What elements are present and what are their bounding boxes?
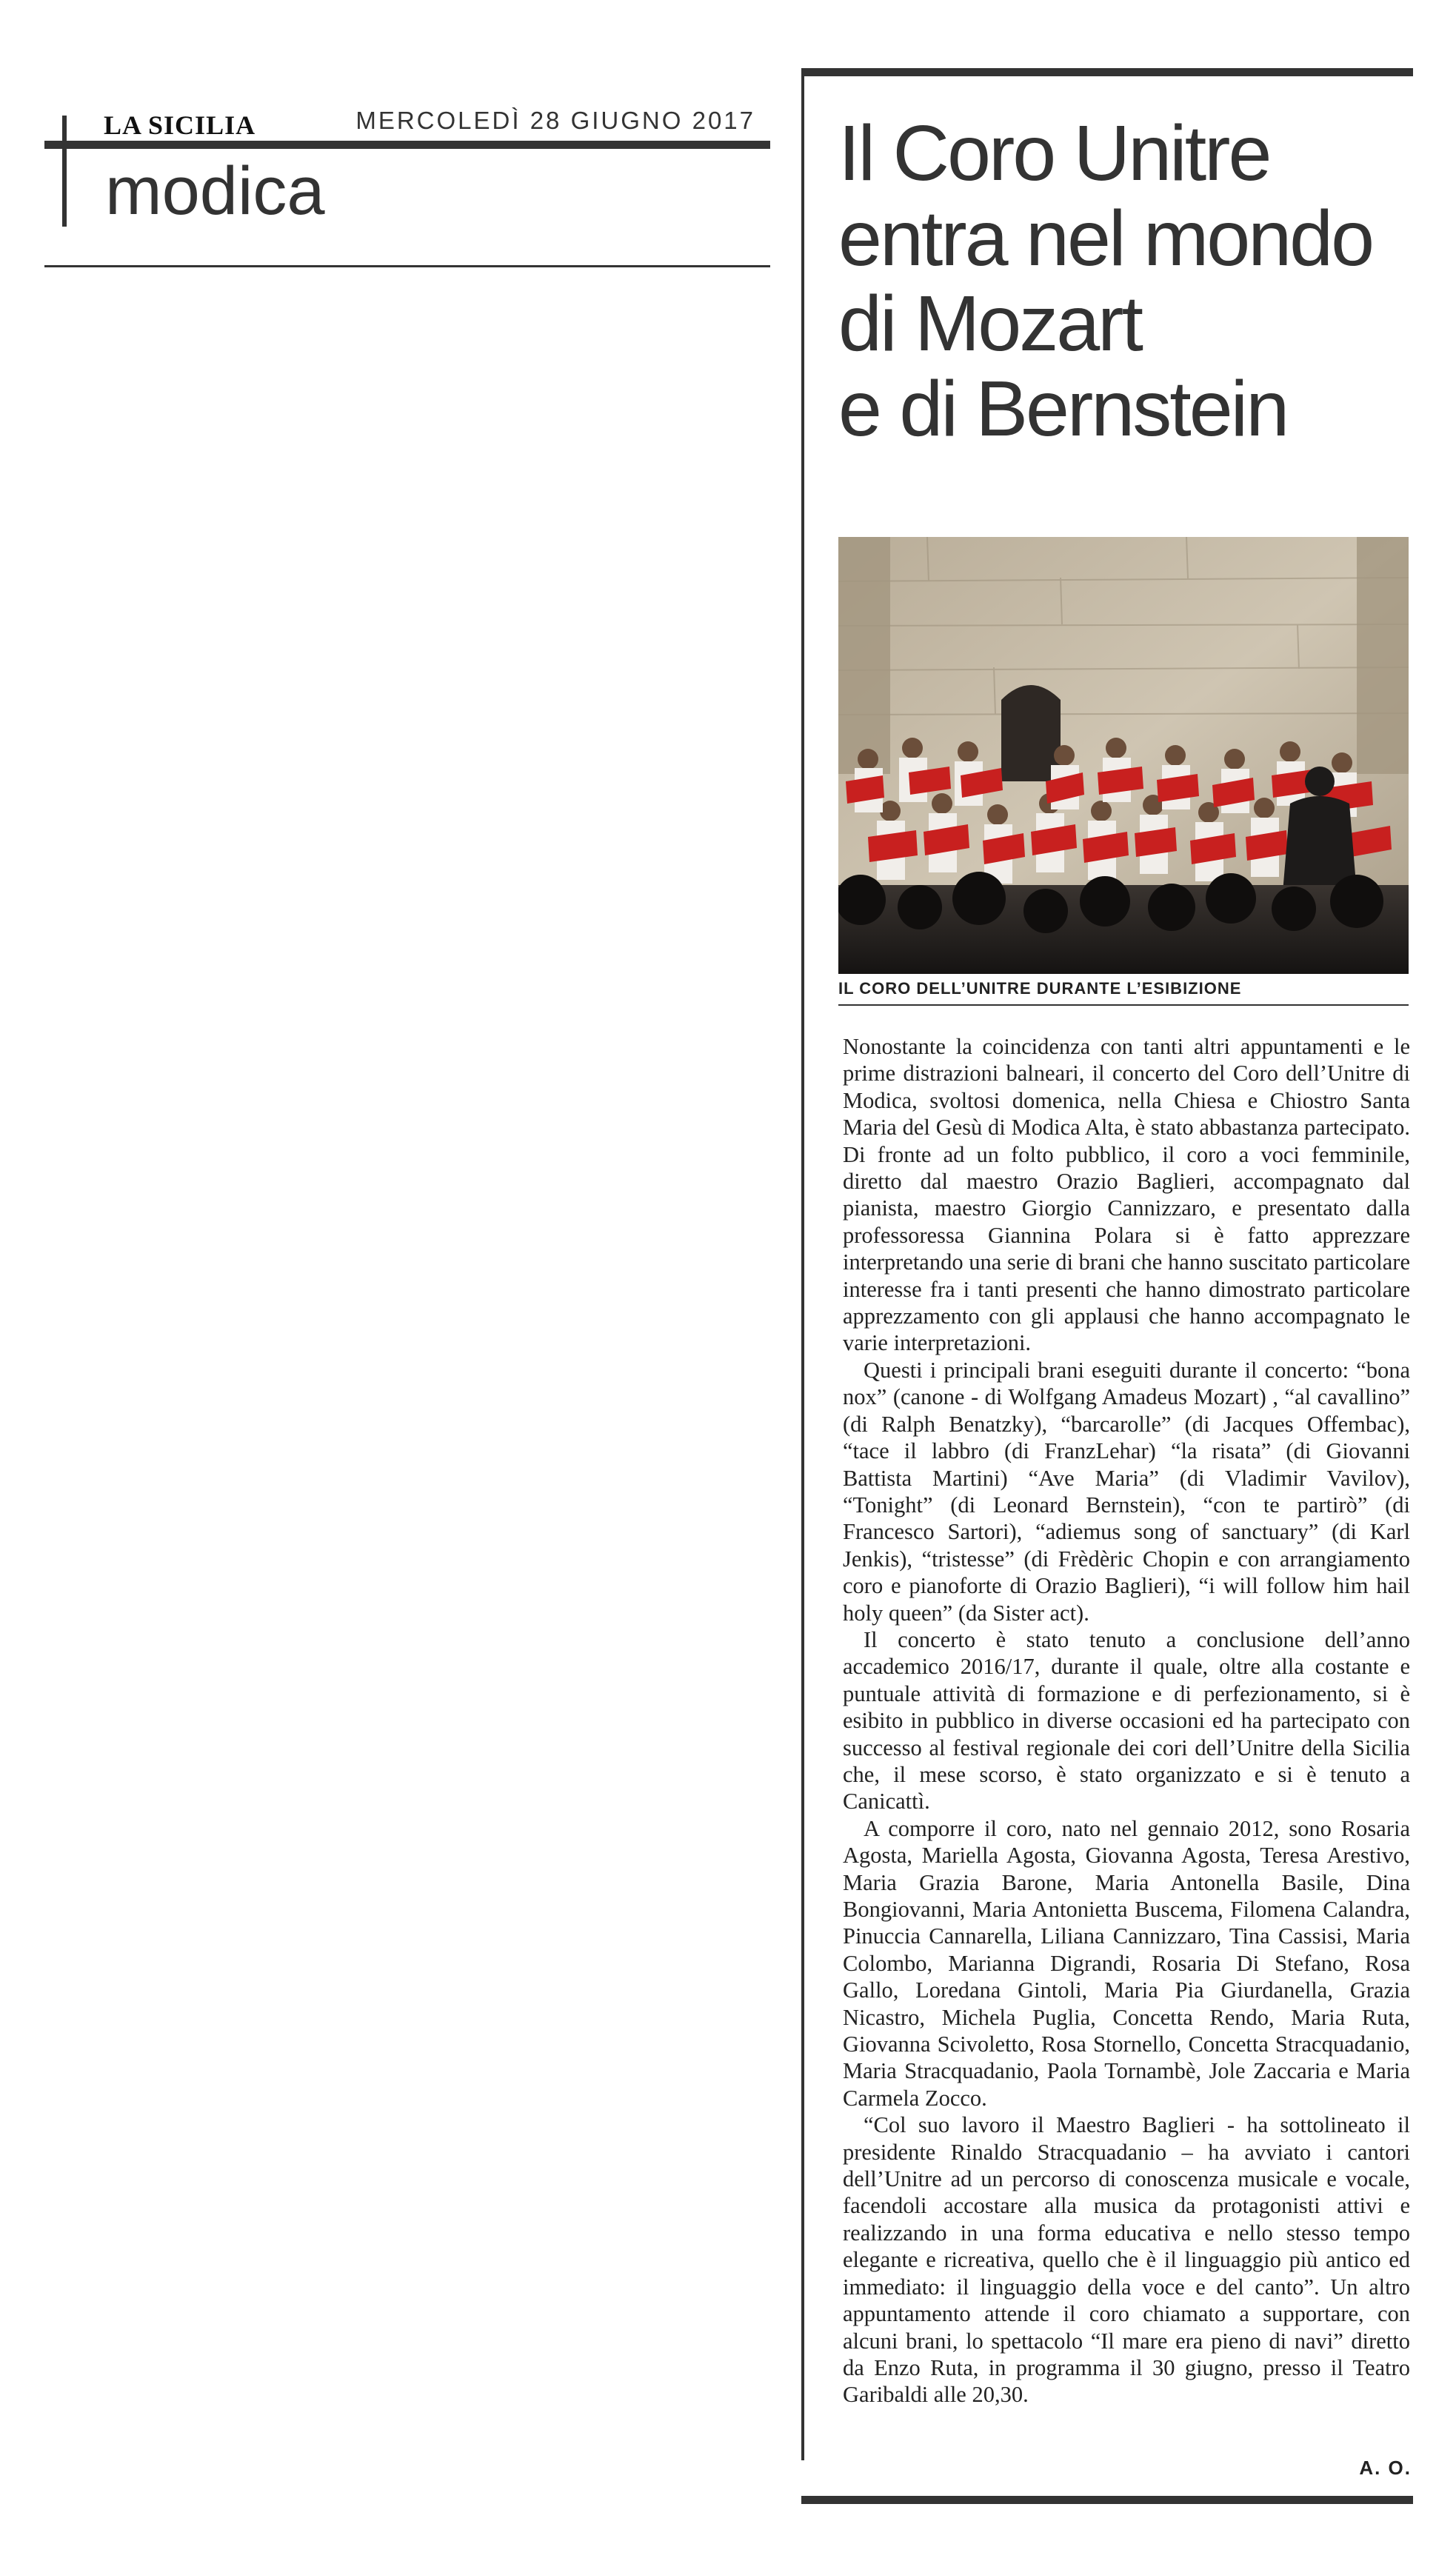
header-top-rule bbox=[44, 141, 770, 149]
choir-photo bbox=[838, 537, 1409, 974]
article-paragraph: Il concerto è stato tenuto a conclusione dell’anno accademico 2016/17, durante il quale, oltre alla costante e puntuale attività di formazione e di perfezionamento, si è esibito in pubblico in diverse occasioni ed ha partecipato con successo al festival regionale dei cori dell’Unitre della Sicilia che, il mese scorso, è stato organizzato e si è tenuto a Canicattì. bbox=[843, 1626, 1410, 1815]
article-paragraph: Questi i principali brani eseguiti durante il concerto: “bona nox” (canone - di Wolfgang Amadeus Mozart) , “al cavallino” (di Ralph Benatzky), “barcarolle” (di Jacques Offembac), “tace il labbro (di FranzLehar) “la risata” (di Giovanni Battista Martini) “Ave Maria” (di Vladimir Vavilov), “Tonight” (di Leonard Bernstein), “con te partirò” (di Francesco Sartori), “adiemus song of sanctuary” (di Karl Jenkis), “tristesse” (di Frèdèric Chopin e con arrangiamento coro e pianoforte di Orazio Baglieri), “i will follow him hail holy queen” (da Sister act). bbox=[843, 1357, 1410, 1626]
headline-line: Il Coro Unitre bbox=[838, 110, 1270, 197]
header-vertical-rule bbox=[62, 116, 67, 227]
header-bottom-rule bbox=[44, 265, 770, 267]
headline-line: e di Bernstein bbox=[838, 365, 1288, 453]
headline-line: di Mozart bbox=[838, 280, 1141, 367]
headline-line: entra nel mondo bbox=[838, 195, 1373, 282]
article-paragraph: “Col suo lavoro il Maestro Baglieri - ha sottolineato il presidente Rinaldo Stracquadanio – ha avviato i cantori dell’Unitre ad un percorso di conoscenza musicale e vocale, facendoli accostare alla musica da protagonisti attivi e realizzando in una forma educativa e nello stesso tempo elegante e ricreativa, quello che è il linguaggio più antico ed immediato: il linguaggio della voce e del canto”. Un altro appuntamento attende il coro chiamato a supportare, con alcuni brani, lo spettacolo “Il mare era pieno di navi” diretto da Enzo Ruta, in programma il 30 giugno, presso il Teatro Garibaldi alle 20,30. bbox=[843, 2112, 1410, 2408]
article-body bbox=[843, 1033, 1410, 2408]
author-signature: A. O. bbox=[1359, 2457, 1412, 2479]
article-left-rule bbox=[801, 68, 804, 2460]
newspaper-logo: LA SICILIA bbox=[104, 110, 256, 140]
section-header bbox=[44, 104, 770, 274]
article-headline bbox=[838, 111, 1416, 452]
section-title: modica bbox=[105, 153, 325, 229]
article-top-rule bbox=[801, 68, 1413, 76]
photo-caption: IL CORO DELL’UNITRE DURANTE L’ESIBIZIONE bbox=[838, 979, 1409, 1006]
issue-date: MERCOLEDÌ 28 GIUGNO 2017 bbox=[355, 107, 755, 134]
article-bottom-rule bbox=[801, 2496, 1413, 2504]
article-paragraph: A comporre il coro, nato nel gennaio 2012, sono Rosaria Agosta, Mariella Agosta, Giovanna Agosta, Teresa Arestivo, Maria Grazia Barone, Maria Antonella Basile, Dina Bongiovanni, Maria Antonietta Buscema, Filomena Calandra, Pinuccia Cannarella, Liliana Cannizzaro, Tina Cassisi, Maria Colombo, Marianna Digrandi, Rosaria Di Stefano, Rosa Gallo, Loredana Gintoli, Maria Pia Giurdanella, Grazia Nicastro, Michela Puglia, Concetta Rendo, Maria Ruta, Giovanna Scivoletto, Rosa Stornello, Concetta Stracquadanio, Maria Stracquadanio, Paola Tornambè, Jole Zaccaria e Maria Carmela Zocco. bbox=[843, 1815, 1410, 2111]
article-paragraph: Nonostante la coincidenza con tanti altri appuntamenti e le prime distrazioni balneari, il concerto del Coro dell’Unitre di Modica, svoltosi domenica, nella Chiesa e Chiostro Santa Maria del Gesù di Modica Alta, è stato abbastanza partecipato. Di fronte ad un folto pubblico, il coro a voci femminile, diretto dal maestro Orazio Baglieri, accompagnato dal pianista, maestro Giorgio Cannizzaro, e presentato dalla professoressa Giannina Polara si è fatto apprezzare interpretando una serie di brani che hanno suscitato particolare interesse fra i tanti presenti che hanno dimostrato particolare apprezzamento con gli applausi che hanno accompagnato le varie interpretazioni. bbox=[843, 1034, 1410, 1356]
